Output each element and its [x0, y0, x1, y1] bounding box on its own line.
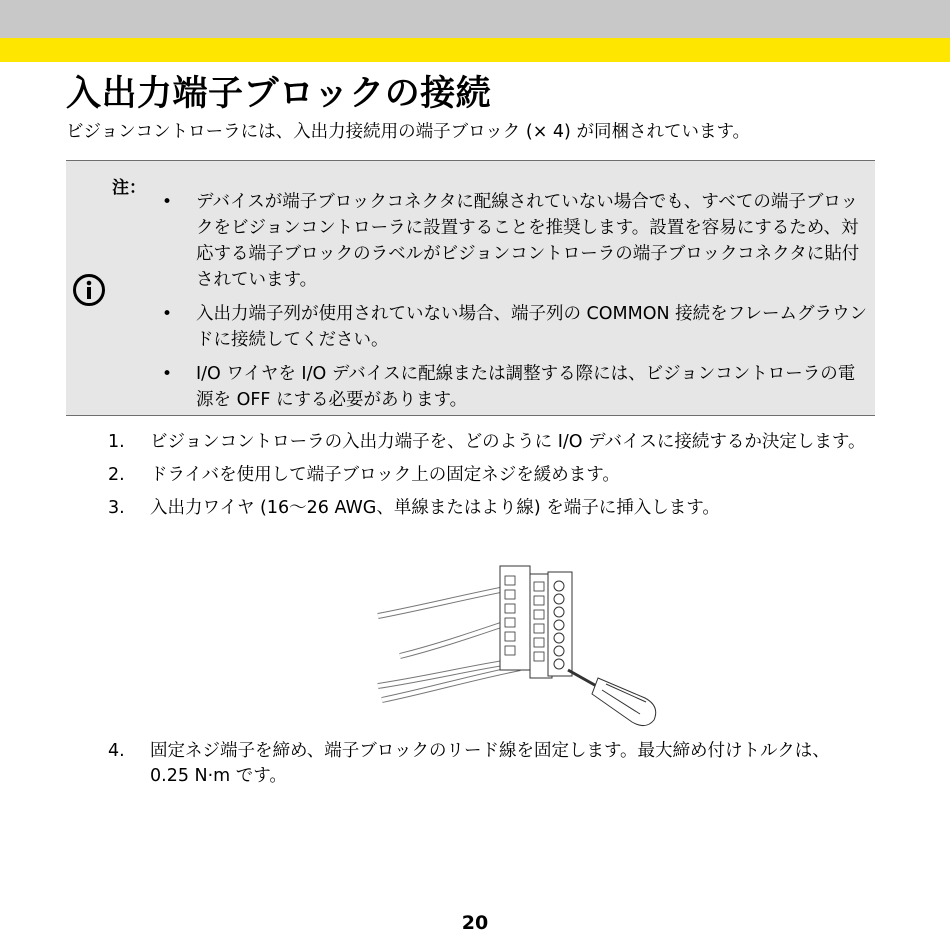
header-band-yellow — [0, 38, 950, 62]
step-text: 固定ネジ端子を締め、端子ブロックのリード線を固定します。最大締め付けトルクは、0.25 N·m です。 — [150, 741, 830, 786]
header-band-gray — [0, 0, 950, 38]
note-item-text: I/O ワイヤを I/O デバイスに配線または調整する際には、ビジョンコントローラの電源を OFF にする必要があります。 — [196, 364, 856, 410]
note-box — [66, 160, 875, 416]
steps-list — [108, 430, 868, 529]
screwdriver — [568, 670, 656, 726]
step-item — [108, 496, 868, 521]
note-list — [162, 189, 870, 421]
step-number: 1. — [108, 432, 125, 452]
note-item — [162, 301, 870, 353]
step-number: 4. — [108, 741, 125, 761]
note-item — [162, 189, 870, 293]
step-number: 2. — [108, 465, 125, 485]
page-number: 20 — [461, 912, 489, 934]
info-circle-icon — [72, 273, 106, 307]
bullet: • — [162, 304, 173, 324]
step-item — [108, 463, 868, 488]
intro-text: ビジョンコントローラには、入出力接続用の端子ブロック (× 4) が同梱されています。 — [66, 122, 751, 142]
bullet: • — [162, 364, 173, 384]
page-title: 入出力端子ブロックの接続 — [66, 74, 492, 114]
wire-group — [378, 588, 520, 700]
bullet: • — [162, 192, 173, 212]
step-number: 3. — [108, 498, 125, 518]
note-item — [162, 361, 870, 413]
note-item-text: デバイスが端子ブロックコネクタに配線されていない場合でも、すべての端子ブロックをビジョンコントローラに設置することを推奨します。設置を容易にするため、対応する端子ブロックのラベルがビジョンコントローラの端子ブロックコネクタに貼付されています。 — [196, 192, 860, 290]
step-text: ビジョンコントローラの入出力端子を、どのように I/O デバイスに接続するか決定します。 — [150, 432, 866, 452]
note-item-text: 入出力端子列が使用されていない場合、端子列の COMMON 接続をフレームグラウンドに接続してください。 — [196, 304, 867, 350]
step-item — [108, 430, 868, 455]
note-label: 注： — [112, 178, 146, 198]
step-item — [108, 739, 868, 789]
step-text: 入出力ワイヤ (16〜26 AWG、単線またはより線) を端子に挿入します。 — [150, 498, 720, 518]
step-text: ドライバを使用して端子ブロック上の固定ネジを緩めます。 — [150, 465, 620, 485]
terminal-block-wiring-illustration — [360, 560, 680, 730]
